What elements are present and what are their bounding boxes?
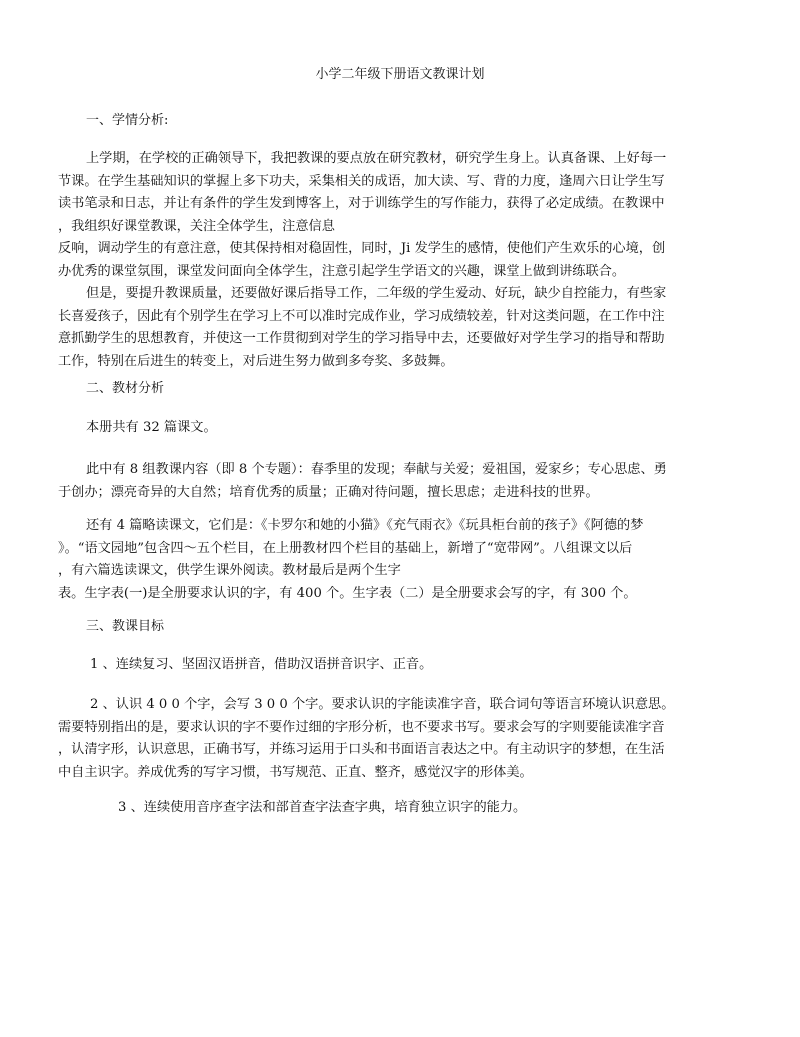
text-line: ，有六篇选读课文，供学生课外阅读。教材最后是两个生字 xyxy=(58,563,401,578)
paragraph-supplementary-reading xyxy=(58,515,748,605)
paragraph-lesson-count xyxy=(58,417,748,440)
text-line: 意抓勤学生的思想教育，并使这一工作贯彻到对学生的学习指导中去，还要做好对学生学习的指导和帮助 xyxy=(58,331,665,346)
text-line: ，认清字形，认识意思，正确书写，并练习运用于口头和书面语言表达之中。有主动识字的梦想，在生活 xyxy=(58,742,665,757)
text-line: 2 、认识 4 0 0 个字，会写 3 0 0 个字。要求认识的字能读准字音，联合词句等语言环境认识意思。 xyxy=(90,697,675,712)
text-line: 此中有 8 组教课内容（即 8 个专题）：春季里的发现；奉献与关爱；爱祖国，爱家乡；专心思虑、勇 xyxy=(86,462,667,477)
text-line: 长喜爱孩子，因此有个别学生在学习上不可以准时完成作业，学习成绩较差，针对这类问题，在工作中注 xyxy=(58,308,665,324)
text-line: 上学期，在学校的正确领导下，我把教课的要点放在研究教材，研究学生身上。认真备课、上好每一 xyxy=(86,151,667,166)
text-line: 读书笔录和日志，并让有条件的学生发到博客上，对于训练学生的写作能力，获得了必定成绩。在教课中 xyxy=(58,196,665,211)
text-line: 中自主识字。养成优秀的写字习惯，书写规范、正直、整齐，感觉汉字的形体美。 xyxy=(58,764,533,780)
text-line: 办优秀的课堂氛围，课堂发问面向全体学生，注意引起学生学语文的兴趣，课堂上做到讲练联合。 xyxy=(58,263,626,279)
text-line: 需要特别指出的是，要求认识的字不要作过细的字形分析，也不要求书写。要求会写的字则要能读准字音 xyxy=(58,719,665,735)
text-line: 反响，调动学生的有意注意，使其保持相对稳固性，同时，Ji 发学生的感情，使他们产生欢乐的心境，创 xyxy=(58,241,666,256)
section-heading-student-analysis: 一、学情分析: xyxy=(86,113,169,128)
text-line: 还有 4 篇略读课文，它们是：《卡罗尔和她的小猫》《充气雨衣》《玩具柜台前的孩子》《阿德的梦 xyxy=(86,518,644,533)
section-heading-textbook-analysis: 二、教材分析 xyxy=(86,381,165,396)
document-title: 小学二年级下册语文教课计划 xyxy=(315,67,485,82)
paragraph-last-semester xyxy=(58,148,748,283)
text-line: ，我组织好课堂教课，关注全体学生，注意信息 xyxy=(58,218,335,234)
text-line: 于创办；漂亮奇异的大自然；培育优秀的质量；正确对待问题，擅长思虑；走进科技的世界。 xyxy=(58,484,599,500)
text-line: 节课。在学生基础知识的掌握上多下功夫，采集相关的成语，加大读、写、背的力度，逢周六日让学生写 xyxy=(58,173,665,189)
paragraph-teaching-units xyxy=(58,459,748,504)
goal-1 xyxy=(58,654,748,677)
text-line: 本册共有 32 篇课文。 xyxy=(86,420,217,435)
section-heading-teaching-goals: 三、教课目标 xyxy=(86,619,165,634)
text-line: 表。生字表(一)是全册要求认识的字，有 400 个。生字表（二）是全册要求会写的字，有 300 个。 xyxy=(58,585,637,601)
text-line: 但是，要提升教课质量，还要做好课后指导工作，二年级的学生爱动、好玩，缺少自控能力，有些家 xyxy=(86,286,667,301)
text-line: 》。“语文园地”包含四～五个栏目，在上册教材四个栏目的基础上，新增了“宽带网”。八组课文以后 xyxy=(58,540,633,556)
paragraph-improve-quality xyxy=(58,283,748,373)
text-line: 3 、连续使用音序查字法和部首查字法查字典，培育独立识字的能力。 xyxy=(118,800,527,815)
text-line: 1 、连续复习、坚固汉语拼音，借助汉语拼音识字、正音。 xyxy=(90,657,433,672)
goal-3 xyxy=(58,797,748,820)
goal-2 xyxy=(58,694,748,784)
text-line: 工作，特别在后进生的转变上，对后进生努力做到多夸奖、多鼓舞。 xyxy=(58,353,454,369)
